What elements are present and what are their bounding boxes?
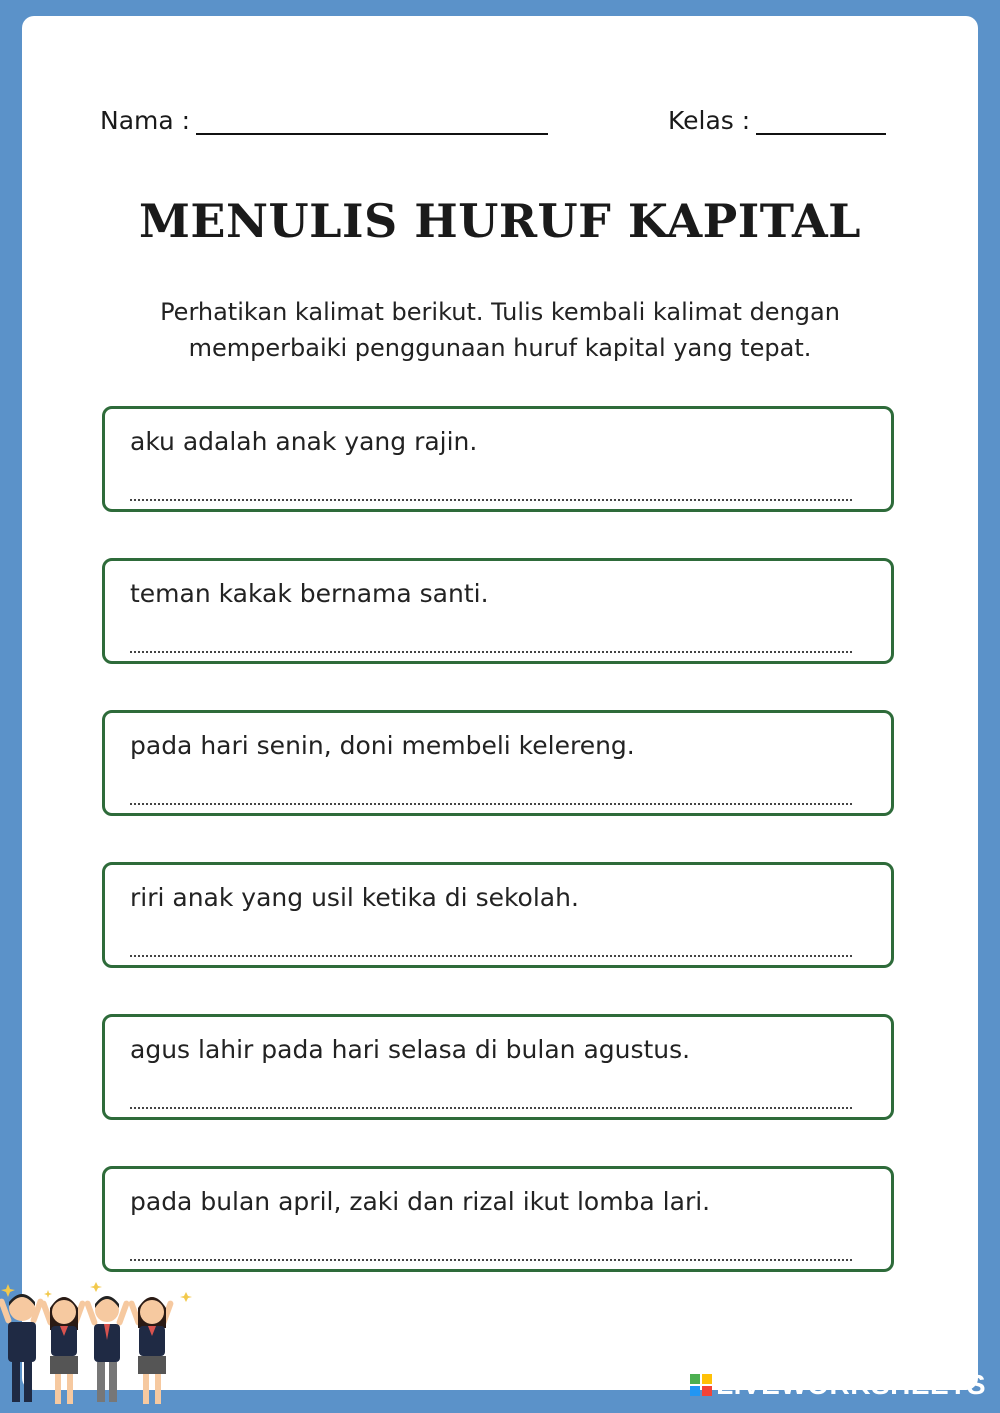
answer-line[interactable]	[130, 955, 852, 957]
exercise-sentence: pada bulan april, zaki dan rizal ikut lomba lari.	[130, 1187, 711, 1216]
name-input-line[interactable]	[196, 109, 548, 135]
exercise-box	[102, 862, 894, 968]
class-field	[668, 106, 886, 135]
exercise-box	[102, 1014, 894, 1120]
answer-line[interactable]	[130, 651, 852, 653]
answer-line[interactable]	[130, 1107, 852, 1109]
class-label: Kelas :	[668, 106, 751, 135]
exercise-sentence: agus lahir pada hari selasa di bulan agustus.	[130, 1035, 691, 1064]
exercise-box	[102, 406, 894, 512]
exercise-box	[102, 1166, 894, 1272]
cheering-students-illustration	[0, 1278, 200, 1413]
exercise-sentence: riri anak yang usil ketika di sekolah.	[130, 883, 579, 912]
answer-line[interactable]	[130, 499, 852, 501]
exercise-box	[102, 710, 894, 816]
page-title: MENULIS HURUF KAPITAL	[139, 194, 861, 248]
worksheet-page	[22, 16, 978, 1390]
exercise-box	[102, 558, 894, 664]
instruction-line-1: Perhatikan kalimat berikut. Tulis kembali kalimat dengan	[160, 298, 840, 326]
instruction-text	[112, 294, 888, 366]
instruction-line-2: memperbaiki penggunaan huruf kapital yang tepat.	[188, 334, 812, 362]
class-input-line[interactable]	[756, 109, 886, 135]
name-label: Nama :	[100, 106, 191, 135]
exercise-sentence: pada hari senin, doni membeli kelereng.	[130, 731, 635, 760]
liveworksheets-logo-icon	[690, 1374, 712, 1396]
exercise-sentence: teman kakak bernama santi.	[130, 579, 489, 608]
exercise-sentence: aku adalah anak yang rajin.	[130, 427, 478, 456]
answer-line[interactable]	[130, 803, 852, 805]
answer-line[interactable]	[130, 1259, 852, 1261]
liveworksheets-logo-text: LIVEWORKSHEETS	[716, 1369, 986, 1400]
liveworksheets-brand[interactable]	[690, 1369, 986, 1401]
name-field	[100, 106, 548, 135]
